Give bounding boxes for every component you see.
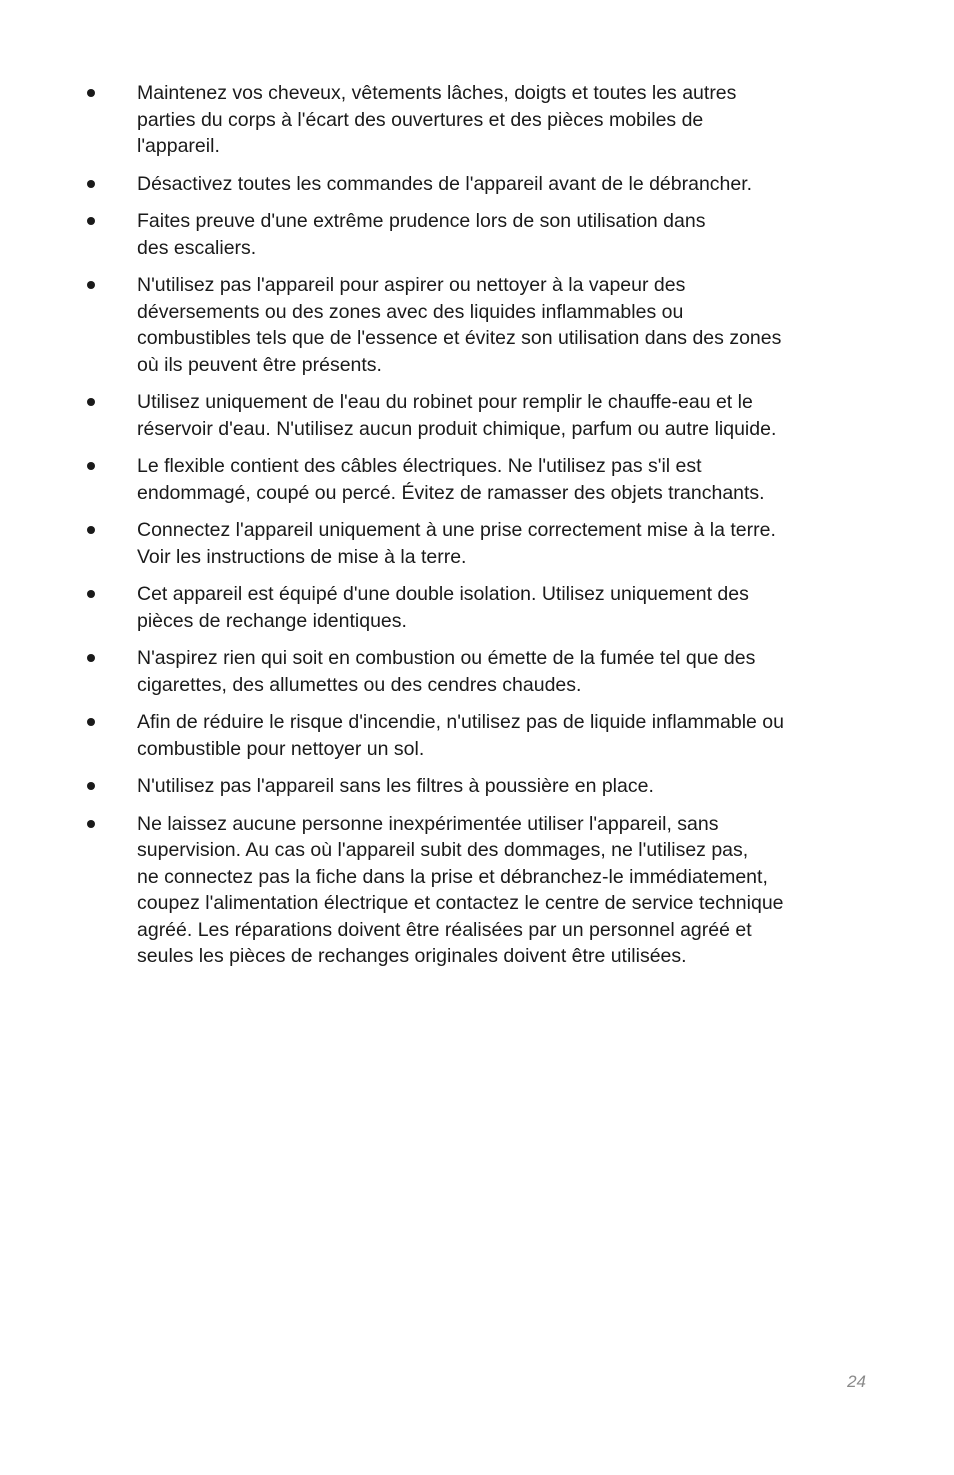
item-text-line: réservoir d'eau. N'utilisez aucun produit chimique, parfum ou autre liquide. — [137, 417, 777, 440]
item-text-line: Utilisez uniquement de l'eau du robinet pour remplir le chauffe-eau et le — [137, 391, 753, 413]
item-text-line: Le flexible contient des câbles électriques. Ne l'utilisez pas s'il est — [137, 455, 702, 477]
item-text-line: seules les pièces de rechanges originales doivent être utilisées. — [137, 945, 687, 967]
safety-instructions-list — [84, 80, 874, 981]
item-text-line: parties du corps à l'écart des ouvertures et des pièces mobiles de — [137, 108, 704, 131]
list-item — [84, 581, 874, 634]
list-item — [84, 811, 874, 970]
item-text-line: combustible pour nettoyer un sol. — [137, 737, 425, 760]
item-text-line: cigarettes, des allumettes ou des cendres chaudes. — [137, 673, 582, 696]
list-item — [84, 453, 874, 506]
list-item — [84, 171, 874, 198]
page-number: 24 — [847, 1372, 866, 1391]
item-text-line: l'appareil. — [137, 135, 220, 157]
list-item — [84, 517, 874, 570]
bullet-icon — [87, 782, 95, 790]
bullet-icon — [87, 462, 95, 470]
bullet-icon — [87, 180, 95, 188]
item-text-line: où ils peuvent être présents. — [137, 353, 382, 376]
item-text-line: Afin de réduire le risque d'incendie, n'utilisez pas de liquide inflammable ou — [137, 711, 784, 733]
bullet-icon — [87, 590, 95, 598]
item-text-line: N'utilisez pas l'appareil sans les filtres à poussière en place. — [137, 775, 654, 797]
list-item — [84, 208, 874, 261]
bullet-icon — [87, 398, 95, 406]
item-text-line: pièces de rechange identiques. — [137, 609, 407, 632]
item-text-line: Connectez l'appareil uniquement à une prise correctement mise à la terre. — [137, 519, 776, 541]
item-text-line: N'utilisez pas l'appareil pour aspirer ou nettoyer à la vapeur des — [137, 274, 686, 296]
bullet-icon — [87, 217, 95, 225]
bullet-icon — [87, 281, 95, 289]
bullet-icon — [87, 820, 95, 828]
bullet-icon — [87, 718, 95, 726]
item-text-line: Voir les instructions de mise à la terre. — [137, 545, 467, 568]
item-text-line: Maintenez vos cheveux, vêtements lâches, doigts et toutes les autres — [137, 82, 737, 104]
item-text-line: coupez l'alimentation électrique et contactez le centre de service technique — [137, 892, 784, 914]
item-text-line: des escaliers. — [137, 236, 257, 259]
list-item — [84, 773, 874, 800]
item-text-line: Cet appareil est équipé d'une double isolation. Utilisez uniquement des — [137, 583, 749, 605]
bullet-icon — [87, 89, 95, 97]
bullet-icon — [87, 654, 95, 662]
item-text-line: endommagé, coupé ou percé. Évitez de ramasser des objets tranchants. — [137, 481, 765, 504]
list-item — [84, 389, 874, 442]
list-item — [84, 80, 874, 160]
list-item — [84, 645, 874, 698]
item-text-line: N'aspirez rien qui soit en combustion ou émette de la fumée tel que des — [137, 647, 756, 669]
list-item — [84, 272, 874, 378]
item-text-line: agréé. Les réparations doivent être réalisées par un personnel agréé et — [137, 918, 752, 941]
item-text-line: ne connectez pas la fiche dans la prise et débranchez-le immédiatement, — [137, 865, 768, 888]
list-item — [84, 709, 874, 762]
bullet-icon — [87, 526, 95, 534]
item-text-line: supervision. Au cas où l'appareil subit des dommages, ne l'utilisez pas, — [137, 839, 749, 861]
item-text-line: Désactivez toutes les commandes de l'appareil avant de le débrancher. — [137, 172, 753, 195]
item-text-line: Faites preuve d'une extrême prudence lors de son utilisation dans — [137, 210, 706, 232]
item-text-line: combustibles tels que de l'essence et évitez son utilisation dans des zones — [137, 327, 782, 349]
item-text-line: Ne laissez aucune personne inexpérimentée utiliser l'appareil, sans — [137, 812, 719, 835]
item-text-line: déversements ou des zones avec des liquides inflammables ou — [137, 300, 684, 323]
